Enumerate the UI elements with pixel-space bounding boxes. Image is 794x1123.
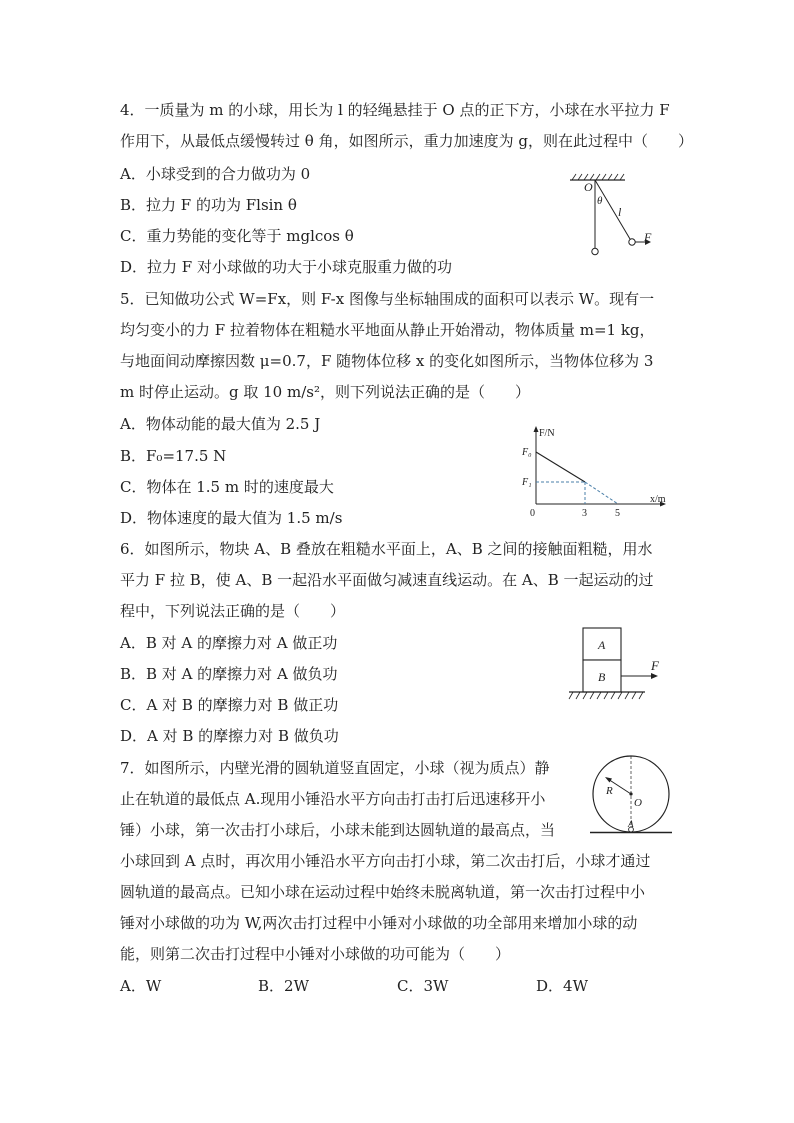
- q7-option-a: A．W: [120, 977, 162, 995]
- label-f: F: [644, 230, 652, 244]
- q5-stem-line-4: m 时停止运动。g 取 10 m/s²，则下列说法正确的是（ ）: [120, 383, 530, 401]
- q7-stem-line-6: 锤对小球做的功为 W,两次击打过程中小锤对小球做的功全部用来增加小球的动: [120, 914, 638, 932]
- q7-option-b: B．2W: [258, 977, 309, 995]
- q7-circular-track-figure: [588, 752, 674, 840]
- force-arrow-head: [651, 673, 658, 679]
- q7-stem-line-7: 能，则第二次击打过程中小锤对小球做的功可能为（ ）: [120, 945, 511, 963]
- tick-5: 5: [615, 508, 620, 518]
- force-line-solid: [536, 452, 585, 482]
- label-theta: θ: [597, 195, 603, 207]
- q6-option-d: D．A 对 B 的摩擦力对 B 做负功: [120, 727, 339, 745]
- q6-stem-line-2: 平力 F 拉 B，使 A、B 一起沿水平面做匀减速直线运动。在 A、B 一起运动的过: [120, 571, 654, 589]
- radius-arrow-head: [605, 777, 612, 783]
- label-a: A: [598, 638, 606, 652]
- q7-stem-line-4: 小球回到 A 点时，再次用小锤沿水平方向击打小球，第二次击打后，小球才通过: [120, 852, 651, 870]
- q5-option-b: B．F₀=17.5 N: [120, 447, 227, 465]
- label-o: O: [634, 797, 642, 809]
- q7-stem-line-2: 止在轨道的最低点 A.现用小锤沿水平方向击打击打后迅速移开小: [120, 790, 546, 808]
- q7-stem-line-1: 7．如图所示，内壁光滑的圆轨道竖直固定，小球（视为质点）静: [120, 759, 550, 777]
- q7-stem-line-5: 圆轨道的最高点。已知小球在运动过程中始终未脱离轨道，第一次击打过程中小: [120, 883, 646, 901]
- label-b: B: [598, 670, 606, 684]
- q4-option-c: C．重力势能的变化等于 mglcos θ: [120, 227, 354, 245]
- label-f1: F₁: [522, 477, 532, 488]
- q6-option-a: A．B 对 A 的摩擦力对 A 做正功: [120, 634, 338, 652]
- q5-force-displacement-graph: [518, 422, 678, 518]
- tilted-string: [595, 180, 630, 239]
- q4-stem-line-1: 4．一质量为 m 的小球，用长为 l 的轻绳悬挂于 O 点的正下方，小球在水平拉力 F: [120, 101, 670, 119]
- q6-option-c: C．A 对 B 的摩擦力对 B 做正功: [120, 696, 339, 714]
- q4-option-d: D．拉力 F 对小球做的功大于小球克服重力做的功: [120, 258, 452, 276]
- force-line-dashed: [585, 482, 618, 504]
- y-axis-label: F/N: [539, 428, 555, 439]
- label-o: O: [584, 180, 593, 194]
- label-f0: F₀: [522, 447, 532, 458]
- q4-option-a: A．小球受到的合力做功为 0: [120, 165, 311, 183]
- q6-stem-line-1: 6．如图所示，物块 A、B 叠放在粗糙水平面上，A、B 之间的接触面粗糙，用水: [120, 540, 653, 558]
- q4-pendulum-figure: [565, 172, 665, 262]
- q5-option-a: A．物体动能的最大值为 2.5 J: [120, 415, 321, 433]
- ground-hatch: [569, 692, 643, 699]
- y-axis-arrow: [534, 426, 539, 432]
- ball-displaced: [629, 239, 635, 245]
- tick-3: 3: [582, 508, 587, 518]
- tick-0: 0: [530, 508, 535, 518]
- q4-option-b: B．拉力 F 的功为 Flsin θ: [120, 196, 297, 214]
- label-f: F: [651, 658, 659, 673]
- q5-stem-line-2: 均匀变小的力 F 拉着物体在粗糙水平地面从静止开始滑动，物体质量 m=1 kg，: [120, 321, 655, 339]
- q5-stem-line-1: 5．已知做功公式 W=Fx，则 F-x 图像与坐标轴围成的面积可以表示 W。现有一: [120, 290, 655, 308]
- ceiling-hatch: [572, 174, 624, 180]
- q6-option-b: B．B 对 A 的摩擦力对 A 做负功: [120, 665, 338, 683]
- x-axis-label: x/m: [650, 494, 666, 505]
- q6-stacked-blocks-figure: [565, 624, 675, 706]
- q5-option-c: C．物体在 1.5 m 时的速度最大: [120, 478, 334, 496]
- q4-stem-line-2: 作用下，从最低点缓慢转过 θ 角，如图所示，重力加速度为 g，则在此过程中（ ）: [120, 132, 693, 150]
- q7-option-d: D．4W: [536, 977, 588, 995]
- label-a: A: [628, 819, 634, 829]
- ball-lowest: [592, 248, 598, 254]
- q6-stem-line-3: 程中，下列说法正确的是（ ）: [120, 602, 346, 620]
- label-r: R: [606, 785, 613, 797]
- q7-stem-line-3: 锤）小球，第一次击打小球后，小球未能到达圆轨道的最高点，当: [120, 821, 556, 839]
- label-l: l: [618, 205, 622, 219]
- q7-option-c: C．3W: [397, 977, 449, 995]
- q5-option-d: D．物体速度的最大值为 1.5 m/s: [120, 509, 343, 527]
- q5-stem-line-3: 与地面间动摩擦因数 μ=0.7，F 随物体位移 x 的变化如图所示，当物体位移为 3: [120, 352, 654, 370]
